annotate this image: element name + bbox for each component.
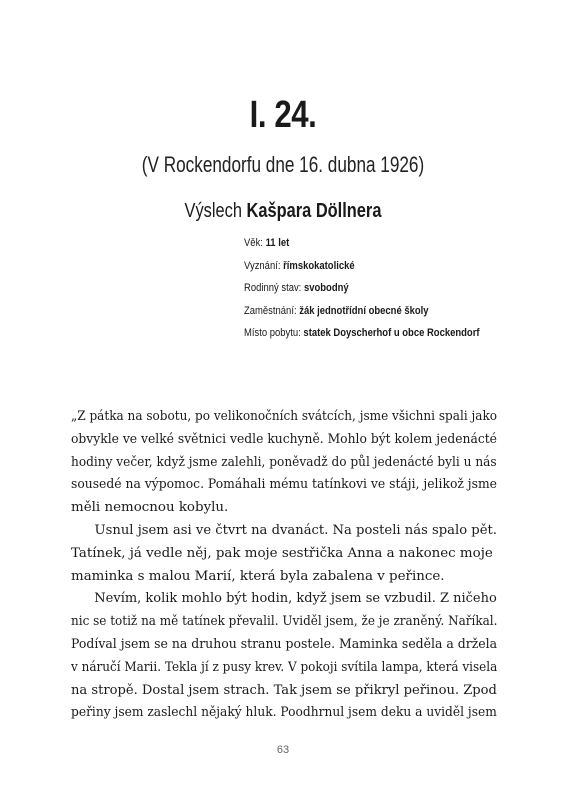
text-line: nic se totiž na mě tatínek převalil. Uviděl jsem, že je zraněný. Naříkal.: [71, 614, 498, 630]
text-line: „Z pátka na sobotu, po velikonočních svátcích, jsme všichni spali jako: [71, 409, 498, 424]
text-line: sousedé na výpomoc. Pomáhali mému tatínkovi ve stáji, jelikož jsme: [71, 477, 497, 493]
fact-value: statek Doyscherhof u obce Rockendorf: [303, 327, 480, 340]
text-line: na stropě. Dostal jsem strach. Tak jsem se přikryl peřinou. Zpod: [71, 682, 497, 698]
text-line: obvykle ve velké světnici vedle kuchyně. Mohlo být kolem jedenácté: [71, 431, 497, 447]
witness-name: Kašpara Döllnera: [246, 200, 382, 222]
testimony-text: [71, 406, 497, 725]
fact-label: Rodinný stav:: [244, 282, 302, 295]
hearing-prefix: Výslech: [184, 200, 242, 222]
fact-label: Místo pobytu:: [244, 327, 301, 340]
text-line: Usnul jsem asi ve čtvrt na dvanáct. Na posteli nás spalo pět.: [94, 522, 497, 538]
fact-value: římskokatolické: [283, 259, 355, 272]
fact-value: svobodný: [303, 282, 349, 295]
text-line: Tatínek, já vedle něj, pak moje sestřička Anna a nakonec moje: [71, 545, 493, 561]
fact-row-religion: [244, 255, 480, 278]
fact-value: žák jednotřídní obecné školy: [299, 304, 429, 317]
fact-label: Zaměstnání:: [244, 304, 297, 317]
witness-facts: [244, 232, 480, 345]
text-line: měli nemocnou kobylu.: [71, 500, 229, 516]
page-number: 63: [276, 744, 290, 756]
text-line: maminka s malou Marií, která byla zabalena v peřince.: [71, 568, 445, 584]
fact-label: Věk:: [244, 237, 263, 249]
fact-value: 11 let: [265, 237, 290, 249]
chapter-number: I. 24.: [249, 94, 317, 136]
fact-row-occupation: [244, 300, 480, 323]
fact-row-residence: [244, 322, 480, 345]
text-line: peřiny jsem zaslechl nějaký hluk. Poodhrnul jsem deku a uviděl jsem: [71, 705, 497, 721]
date-subheading: (V Rockendorfu dne 16. dubna 1926): [141, 152, 425, 177]
fact-label: Vyznání:: [244, 259, 281, 272]
text-line: Podíval jsem se na druhou stranu postele. Maminka seděla a držela: [71, 636, 498, 652]
text-line: v náručí Marii. Tekla jí z pusy krev. V pokoji svítila lampa, která visela: [71, 659, 498, 675]
text-line: hodiny večer, když jsme zalehli, poněvadž do půl jedenácté byli u nás: [71, 454, 497, 470]
fact-row-marital-status: [244, 277, 480, 300]
text-line: Nevím, kolik mohlo být hodin, když jsem se vzbudil. Z ničeho: [94, 591, 497, 607]
fact-row-age: [244, 232, 480, 255]
hearing-title: [51, 200, 515, 223]
